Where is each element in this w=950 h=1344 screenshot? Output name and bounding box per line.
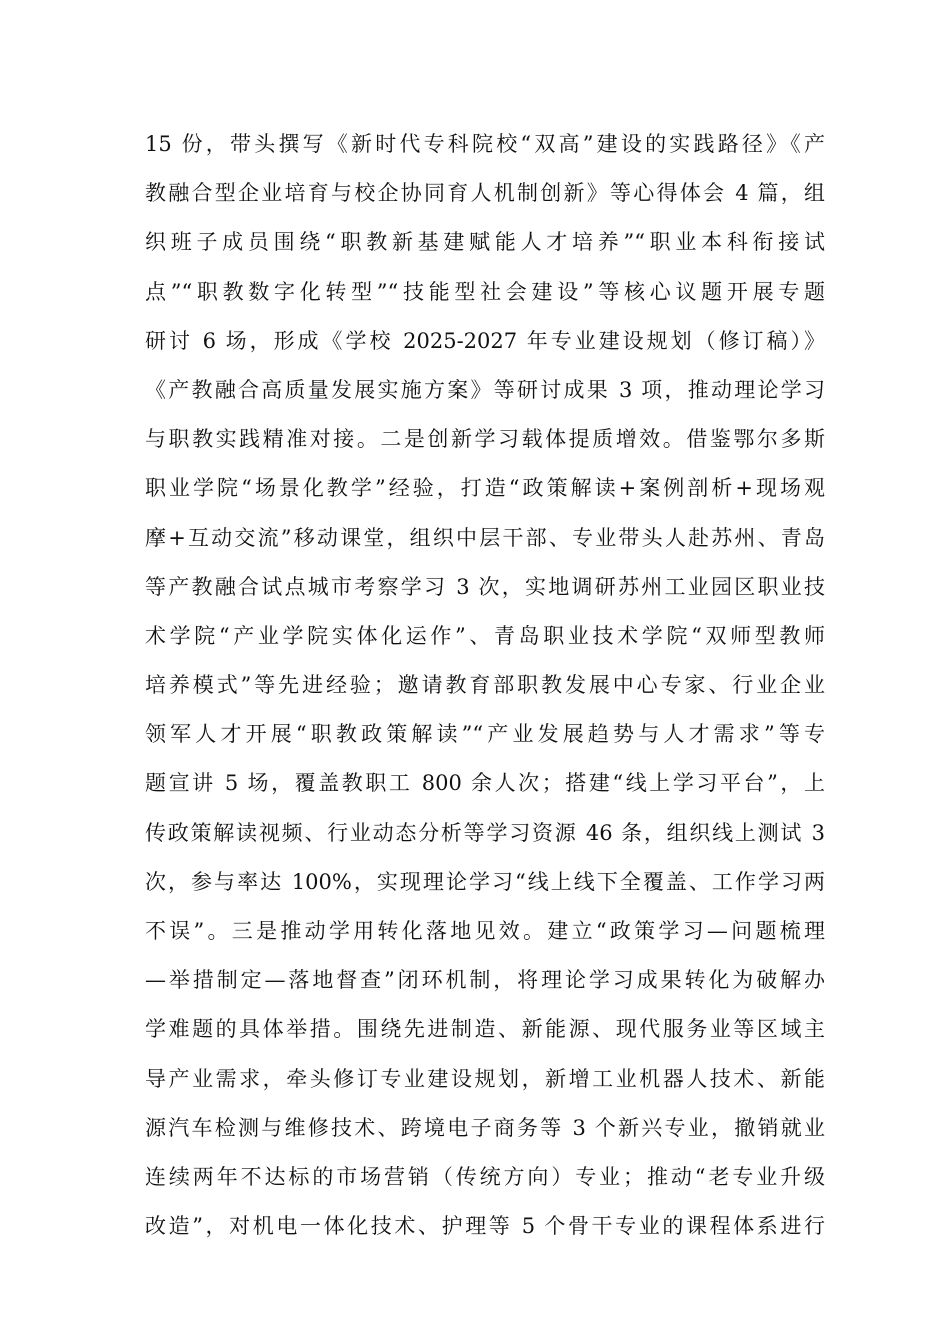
text-line: 改造”，对机电一体化技术、护理等 5 个骨干专业的课程体系进行 [145,1214,825,1239]
text-line: 连续两年不达标的市场营销（传统方向）专业；推动“老专业升级 [145,1164,825,1189]
body-paragraph [145,120,825,1251]
text-line: 职业学院“场景化教学”经验，打造“政策解读+案例剖析+现场观 [145,476,825,501]
text-line: 培养模式”等先进经验；邀请教育部职教发展中心专家、行业企业 [145,673,825,698]
text-line: 题宣讲 5 场，覆盖教职工 800 余人次；搭建“线上学习平台”，上 [145,771,825,796]
text-line: 点”“职教数字化转型”“技能型社会建设”等核心议题开展专题 [145,279,825,304]
text-line: 次，参与率达 100%，实现理论学习“线上线下全覆盖、工作学习两 [145,869,825,894]
text-line: 摩+互动交流”移动课堂，组织中层干部、专业带头人赴苏州、青岛 [145,525,825,550]
text-line: 研讨 6 场，形成《学校 2025-2027 年专业建设规划（修订稿）》 [145,328,825,353]
text-line: —举措制定—落地督查”闭环机制，将理论学习成果转化为破解办 [145,968,825,993]
text-line: 等产教融合试点城市考察学习 3 次，实地调研苏州工业园区职业技 [145,574,825,599]
text-line: 传政策解读视频、行业动态分析等学习资源 46 条，组织线上测试 3 [145,820,825,845]
text-line: 织班子成员围绕“职教新基建赋能人才培养”“职业本科衔接试 [145,230,825,255]
text-line: 领军人才开展“职教政策解读”“产业发展趋势与人才需求”等专 [145,722,825,747]
text-line: 导产业需求，牵头修订专业建设规划，新增工业机器人技术、新能 [145,1066,825,1091]
text-line: 术学院“产业学院实体化运作”、青岛职业技术学院“双师型教师 [145,623,825,648]
text-line: 不误”。三是推动学用转化落地见效。建立“政策学习—问题梳理 [145,919,825,943]
text-line: 《产教融合高质量发展实施方案》等研讨成果 3 项，推动理论学习 [145,377,825,402]
text-line: 15 份，带头撰写《新时代专科院校“双高”建设的实践路径》《产 [145,132,825,156]
text-line: 源汽车检测与维修技术、跨境电子商务等 3 个新兴专业，撤销就业 [145,1115,825,1140]
text-line: 学难题的具体举措。围绕先进制造、新能源、现代服务业等区域主 [145,1017,825,1042]
text-line: 教融合型企业培育与校企协同育人机制创新》等心得体会 4 篇，组 [145,181,825,206]
text-line: 与职教实践精准对接。二是创新学习载体提质增效。借鉴鄂尔多斯 [145,427,825,452]
